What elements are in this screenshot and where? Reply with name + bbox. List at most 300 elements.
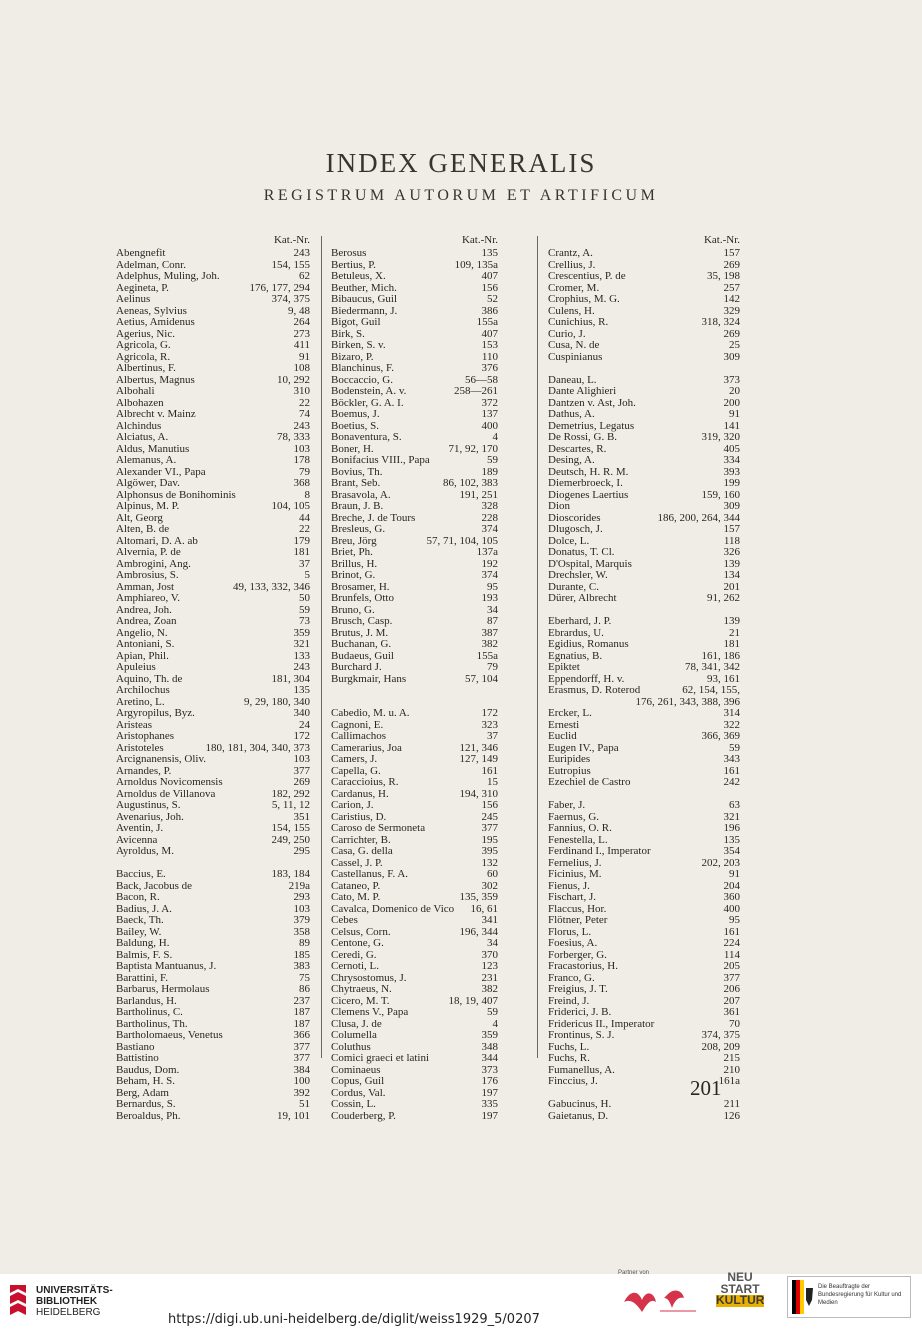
entry-catalog-numbers: 137 (481, 408, 498, 420)
index-entry (331, 593, 498, 605)
entry-catalog-numbers: 56—58 (465, 373, 498, 386)
entry-catalog-numbers: 155a (476, 316, 498, 328)
entry-name: Demetrius, Legatus (548, 419, 635, 432)
entry-catalog-numbers: 351 (293, 810, 310, 823)
entry-name: Bartholomaeus, Venetus (116, 1029, 223, 1041)
index-entry (548, 915, 740, 927)
entry-name: Alemanus, A. (116, 454, 177, 466)
entry-catalog-numbers: 154, 155 (271, 822, 310, 834)
neustart-kultur-logo[interactable] (716, 1272, 764, 1307)
entry-name: Biedermann, J. (331, 304, 398, 317)
index-entry (116, 1053, 310, 1065)
entry-catalog-numbers: 103 (293, 442, 310, 455)
entry-name: Bernardus, S. (116, 1098, 176, 1110)
entry-name: Ferdinand I., Imperator (548, 845, 651, 857)
entry-catalog-numbers: 24 (299, 718, 310, 731)
permalink-url[interactable]: https://digi.ub.uni-heidelberg.de/diglit/weiss1929_5/0207 (168, 1312, 540, 1327)
index-entry (548, 823, 740, 835)
entry-catalog-numbers: 361 (723, 1006, 740, 1018)
entry-catalog-numbers: 15 (487, 776, 498, 788)
index-entry (331, 409, 498, 421)
entry-name: Cernoti, L. (331, 960, 379, 972)
entry-name: Deutsch, H. R. M. (548, 465, 629, 478)
entry-catalog-numbers: 121, 346 (459, 741, 498, 754)
entry-name: Finccius, J. (548, 1075, 598, 1087)
page-title: INDEX GENERALIS (325, 148, 597, 178)
index-entry (116, 800, 310, 812)
index-entry (331, 248, 498, 260)
index-entry (548, 478, 740, 490)
entry-name: Aristeas (116, 718, 153, 731)
index-entry (116, 317, 310, 329)
entry-catalog-numbers: 62 (299, 270, 310, 282)
entry-name: Cusa, N. de (548, 339, 600, 351)
entry-name: Frontinus, S. J. (548, 1029, 615, 1041)
entry-catalog-numbers: 370 (481, 948, 498, 961)
entry-name: Cabedio, M. u. A. (331, 707, 410, 719)
entry-name: Fannius, O. R. (548, 822, 612, 834)
library-line-3: HEIDELBERG (36, 1307, 101, 1318)
index-entry (548, 271, 740, 283)
entry-name: Clemens V., Papa (331, 1006, 409, 1018)
entry-catalog-numbers: 34 (487, 937, 498, 949)
entry-catalog-numbers: 243 (293, 661, 310, 673)
entry-name: Andrea, Zoan (116, 615, 177, 627)
entry-catalog-numbers: 374 (481, 523, 498, 535)
entry-catalog-numbers: 180, 181, 304, 340, 373 (205, 741, 310, 754)
index-entry (331, 432, 498, 444)
entry-catalog-numbers: 374, 375 (271, 293, 310, 305)
entry-catalog-numbers: 95 (729, 914, 740, 926)
entry-catalog-numbers: 407 (481, 270, 498, 282)
entry-name: Betuleus, X. (331, 270, 386, 282)
entry-catalog-numbers: 73 (299, 615, 310, 627)
index-entry (116, 1111, 310, 1123)
entry-catalog-numbers: 182, 292 (271, 787, 310, 800)
entry-name: Fracastorius, H. (548, 960, 618, 972)
entry-name: Avicenna (116, 833, 158, 846)
index-entry (116, 294, 310, 306)
entry-catalog-numbers: 228 (481, 511, 498, 524)
entry-catalog-numbers: 199 (723, 477, 740, 489)
entry-catalog-numbers: 178 (293, 454, 310, 466)
entry-catalog-numbers: 78, 333 (277, 431, 310, 443)
index-entry (116, 248, 310, 260)
entry-catalog-numbers: 258—261 (454, 385, 498, 397)
entry-name: Aeneas, Sylvius (116, 304, 187, 317)
entry-name: Carrichter, B. (331, 833, 391, 846)
entry-catalog-numbers: 366 (293, 1029, 310, 1041)
entry-catalog-numbers: 19, 101 (277, 1109, 310, 1122)
index-entry (548, 708, 740, 720)
column-divider (321, 236, 322, 1058)
bkm-logo[interactable] (787, 1276, 911, 1318)
entry-name: Fernelius, J. (548, 856, 602, 869)
index-entry (331, 570, 498, 582)
entry-name: Cromer, M. (548, 281, 600, 294)
entry-name: Andrea, Joh. (116, 603, 172, 616)
entry-name: Aventin, J. (116, 822, 164, 834)
entry-catalog-numbers: 208, 209 (701, 1040, 740, 1053)
index-entry (331, 1030, 498, 1042)
entry-name: Fumanellus, A. (548, 1063, 615, 1076)
entry-name: Fischart, J. (548, 891, 596, 903)
entry-catalog-numbers: 384 (293, 1063, 310, 1076)
entry-catalog-numbers: 392 (293, 1086, 310, 1099)
entry-name: Cominaeus (331, 1063, 381, 1076)
entry-name: Camers, J. (331, 753, 378, 765)
entry-name: Cataneo, P. (331, 879, 381, 892)
entry-name: Budaeus, Guil (331, 649, 394, 662)
entry-catalog-numbers: 123 (481, 960, 498, 972)
entry-catalog-numbers: 373 (723, 373, 740, 386)
entry-catalog-numbers: 376 (481, 362, 498, 374)
entry-name: Dolce, L. (548, 534, 590, 547)
entry-name: Argyropilus, Byz. (116, 707, 195, 719)
entry-name: Dion (548, 500, 570, 512)
index-entry (116, 547, 310, 559)
entry-catalog-numbers: 161, 186 (701, 649, 740, 662)
entry-name: Donatus, T. Cl. (548, 546, 615, 558)
index-entry (548, 777, 740, 789)
entry-catalog-numbers: 243 (293, 247, 310, 259)
entry-name: Agricola, R. (116, 350, 171, 363)
index-entry (548, 352, 740, 364)
entry-name: Daneau, L. (548, 373, 597, 386)
entry-name: Brosamer, H. (331, 580, 390, 593)
entry-catalog-numbers: 395 (481, 845, 498, 857)
entry-catalog-numbers: 126 (723, 1109, 740, 1122)
entry-catalog-numbers: 141 (723, 419, 740, 432)
deutsche-digitale-bibliothek-logo-icon[interactable] (620, 1284, 700, 1316)
entry-name: Braun, J. B. (331, 500, 384, 512)
entry-catalog-numbers: 51 (299, 1098, 310, 1110)
index-entry (116, 915, 310, 927)
index-entry (331, 662, 498, 674)
index-entry (331, 674, 498, 686)
entry-catalog-numbers: 59 (299, 603, 310, 616)
entry-catalog-numbers: 159, 160 (701, 488, 740, 501)
entry-name: Bertius, P. (331, 258, 376, 271)
entry-name: Egidius, Romanus (548, 638, 629, 650)
entry-name: Eutropius (548, 764, 591, 777)
entry-catalog-numbers: 154, 155 (271, 258, 310, 271)
entry-name: Durante, C. (548, 580, 600, 593)
entry-catalog-numbers: 134 (723, 569, 740, 581)
entry-catalog-numbers: 135 (481, 247, 498, 259)
entry-catalog-numbers: 243 (293, 419, 310, 432)
index-entry (116, 570, 310, 582)
entry-catalog-numbers: 161 (723, 764, 740, 777)
entry-name: Arcignanensis, Oliv. (116, 753, 207, 765)
entry-name: Fuchs, L. (548, 1040, 590, 1053)
entry-name: Ernesti (548, 718, 580, 731)
index-entry (548, 938, 740, 950)
entry-catalog-numbers: 231 (481, 971, 498, 984)
entry-name: Erasmus, D. Roterod (548, 684, 641, 696)
entry-name: Augustinus, S. (116, 799, 181, 811)
entry-catalog-numbers: 348 (481, 1040, 498, 1053)
entry-catalog-numbers: 206 (723, 983, 740, 995)
entry-name: Aquino, Th. de (116, 672, 183, 685)
entry-name: Baptista Mantuanus, J. (116, 960, 217, 972)
group-gap (548, 363, 740, 375)
entry-name: Algöwer, Dav. (116, 477, 180, 489)
index-entry (331, 1076, 498, 1088)
index-entry (116, 731, 310, 743)
entry-catalog-numbers: 22 (299, 396, 310, 409)
index-entry (116, 1030, 310, 1042)
entry-catalog-numbers: 74 (299, 408, 310, 420)
index-entry (548, 248, 740, 260)
entry-name: Boemus, J. (331, 408, 380, 420)
entry-catalog-numbers: 328 (481, 500, 498, 512)
entry-catalog-numbers: 321 (723, 810, 740, 823)
entry-name: Bartholinus, Th. (116, 1017, 188, 1030)
index-entry (116, 386, 310, 398)
entry-catalog-numbers: 340 (293, 707, 310, 719)
entry-catalog-numbers: 181 (293, 546, 310, 558)
entry-name: Bigot, Guil (331, 316, 381, 328)
entry-catalog-numbers: 193 (481, 592, 498, 604)
entry-name: Archilochus (116, 684, 170, 696)
entry-name: Ficinius, M. (548, 868, 602, 880)
entry-name: Adelman, Conr. (116, 258, 186, 271)
index-entry (116, 662, 310, 674)
index-entry (116, 478, 310, 490)
entry-name: Boetius, S. (331, 419, 379, 432)
index-entry (116, 892, 310, 904)
entry-catalog-numbers: 16, 61 (470, 902, 498, 915)
entry-name: Crophius, M. G. (548, 293, 620, 305)
entry-name: Forberger, G. (548, 948, 607, 961)
entry-catalog-numbers: 172 (481, 707, 498, 719)
entry-catalog-numbers: 374, 375 (701, 1029, 740, 1041)
entry-name: Briet, Ph. (331, 546, 373, 558)
entry-name: Alciatus, A. (116, 431, 169, 443)
page-number: 201 (690, 1076, 722, 1100)
entry-catalog-numbers: 359 (293, 626, 310, 639)
entry-name: Dathus, A. (548, 408, 595, 420)
entry-name: Cordus, Val. (331, 1086, 386, 1099)
entry-name: Cunichius, R. (548, 316, 609, 328)
entry-catalog-numbers: 8 (304, 488, 310, 501)
entry-name: Euripides (548, 753, 591, 765)
entry-name: Ezechiel de Castro (548, 776, 631, 788)
index-entry (331, 731, 498, 743)
entry-name: Brillus, H. (331, 557, 378, 570)
entry-catalog-numbers: 25 (729, 339, 740, 351)
entry-catalog-numbers: 91 (729, 868, 740, 880)
entry-catalog-numbers: 50 (299, 592, 310, 604)
index-entry (116, 455, 310, 467)
index-entry (116, 869, 310, 881)
entry-name: Albertus, Magnus (116, 373, 195, 386)
index-entry (331, 800, 498, 812)
entry-catalog-numbers: 219a (288, 879, 310, 892)
entry-name: Crescentius, P. de (548, 270, 626, 282)
entry-catalog-numbers: 314 (723, 707, 740, 719)
entry-name: Dante Alighieri (548, 385, 617, 397)
entry-catalog-numbers: 382 (481, 638, 498, 650)
entry-catalog-numbers: 18, 19, 407 (448, 994, 498, 1007)
entry-catalog-numbers: 34 (487, 603, 498, 616)
entry-catalog-numbers: 142 (723, 293, 740, 305)
entry-name: Birken, S. v. (331, 339, 386, 351)
entry-name: De Rossi, G. B. (548, 431, 618, 443)
entry-name: Brant, Seb. (331, 477, 381, 489)
index-entry (331, 846, 498, 858)
index-entry (548, 961, 740, 973)
index-entry (331, 271, 498, 283)
entry-name: Freind, J. (548, 994, 590, 1007)
entry-name: Fuchs, R. (548, 1052, 590, 1064)
entry-name: Baeck, Th. (116, 914, 164, 926)
index-entry (548, 340, 740, 352)
entry-name: Bastiano (116, 1040, 155, 1053)
entry-catalog-numbers: 204 (723, 879, 740, 892)
entry-catalog-numbers: 179 (293, 534, 310, 547)
index-entry (116, 961, 310, 973)
entry-name: Euclid (548, 730, 577, 742)
entry-name: Barbarus, Hermolaus (116, 983, 210, 995)
entry-catalog-numbers: 132 (481, 856, 498, 869)
entry-name: Baldung, H. (116, 937, 170, 949)
entry-catalog-numbers: 70 (729, 1017, 740, 1030)
entry-catalog-numbers: 210 (723, 1063, 740, 1076)
index-entry (331, 938, 498, 950)
entry-catalog-numbers: 139 (723, 615, 740, 627)
entry-catalog-numbers: 156 (481, 281, 498, 294)
entry-catalog-numbers: 322 (723, 718, 740, 731)
entry-name: Couderberg, P. (331, 1109, 396, 1122)
index-entry (116, 363, 310, 375)
entry-name: Desing, A. (548, 454, 595, 466)
entry-catalog-numbers: 189 (481, 465, 498, 478)
entry-name: Arnoldus de Villanova (116, 787, 216, 800)
entry-name: Antoniani, S. (116, 638, 175, 650)
index-entry (331, 1053, 498, 1065)
entry-catalog-numbers: 400 (481, 419, 498, 432)
entry-name: Carion, J. (331, 799, 374, 811)
index-entry (331, 294, 498, 306)
entry-catalog-numbers: 37 (487, 730, 498, 742)
entry-name: Gabucinus, H. (548, 1098, 612, 1110)
entry-catalog-numbers: 205 (723, 960, 740, 972)
entry-catalog-numbers: 197 (481, 1109, 498, 1122)
index-entry (116, 501, 310, 513)
university-library-name[interactable] (36, 1285, 113, 1318)
entry-catalog-numbers: 374 (481, 569, 498, 581)
entry-catalog-numbers: 109, 135a (454, 258, 498, 271)
entry-catalog-numbers: 215 (723, 1052, 740, 1064)
neustart-line-1: NEU (727, 1270, 753, 1284)
entry-name: Ercker, L. (548, 707, 592, 719)
entry-name: Copus, Guil (331, 1075, 385, 1087)
entry-catalog-numbers: 181, 304 (271, 672, 310, 685)
entry-catalog-numbers: 59 (487, 1006, 498, 1018)
entry-catalog-numbers: 91 (729, 408, 740, 420)
entry-name: Albohali (116, 385, 155, 397)
entry-name: Eppendorff, H. v. (548, 672, 625, 685)
entry-catalog-numbers: 161 (481, 764, 498, 777)
entry-catalog-numbers: 377 (293, 1040, 310, 1053)
entry-name: Battistino (116, 1052, 159, 1064)
entry-name: Casa, G. della (331, 845, 393, 857)
index-entry (116, 1076, 310, 1088)
entry-catalog-numbers: 71, 92, 170 (448, 442, 498, 455)
index-entry (548, 662, 740, 674)
entry-name: Brutus, J. M. (331, 626, 389, 639)
entry-catalog-numbers: 224 (723, 937, 740, 949)
entry-name: Columella (331, 1029, 377, 1041)
entry-catalog-numbers: 137a (476, 546, 498, 558)
entry-name: Bacon, R. (116, 891, 160, 903)
entry-name: Ebrardus, U. (548, 626, 604, 639)
entry-name: Bizaro, P. (331, 350, 374, 363)
index-entry (331, 317, 498, 329)
index-entry (116, 340, 310, 352)
group-gap (331, 685, 498, 697)
entry-name: Breu, Jörg (331, 534, 377, 547)
index-entry (116, 846, 310, 858)
index-entry (548, 501, 740, 513)
index-entry (548, 386, 740, 398)
partner-label: Partner von (618, 1270, 650, 1276)
entry-catalog-numbers: 57, 71, 104, 105 (426, 534, 498, 547)
entry-catalog-numbers: 201 (723, 580, 740, 593)
entry-name: Celsus, Corn. (331, 925, 391, 938)
entry-name: D'Ospital, Marquis (548, 557, 632, 570)
index-entry (331, 547, 498, 559)
entry-name: Castellanus, F. A. (331, 868, 409, 880)
entry-catalog-numbers: 172 (293, 730, 310, 742)
entry-catalog-numbers: 335 (481, 1098, 498, 1110)
entry-catalog-numbers: 110 (481, 350, 498, 363)
entry-name: Bruno, G. (331, 603, 375, 616)
entry-name: Beuther, Mich. (331, 281, 397, 294)
entry-catalog-numbers: 127, 149 (459, 753, 498, 765)
entry-name: Cagnoni, E. (331, 718, 384, 731)
entry-catalog-numbers: 407 (481, 327, 498, 340)
entry-catalog-numbers: 400 (723, 902, 740, 915)
index-entry (331, 1111, 498, 1123)
entry-catalog-numbers: 329 (723, 304, 740, 317)
entry-catalog-numbers: 133 (293, 649, 310, 662)
entry-catalog-numbers: 4 (492, 431, 498, 443)
entry-name: Culens, H. (548, 304, 595, 317)
entry-catalog-numbers: 334 (723, 454, 740, 466)
entry-catalog-numbers: 62, 154, 155, (682, 684, 740, 696)
entry-catalog-numbers: 60 (487, 868, 498, 880)
index-entry (116, 409, 310, 421)
entry-catalog-numbers: 22 (299, 523, 310, 535)
entry-catalog-numbers: 269 (723, 258, 740, 271)
entry-name: Alchindus (116, 419, 162, 432)
entry-catalog-numbers: 9, 48 (288, 304, 310, 317)
index-entry (548, 1053, 740, 1065)
entry-name: Angelio, N. (116, 626, 168, 639)
entry-catalog-numbers: 383 (293, 960, 310, 972)
entry-catalog-numbers: 104, 105 (271, 500, 310, 512)
entry-catalog-numbers: 360 (723, 891, 740, 903)
entry-catalog-numbers: 49, 133, 332, 346 (233, 580, 310, 593)
entry-name: Cicero, M. T. (331, 994, 390, 1007)
entry-catalog-numbers: 79 (299, 465, 310, 478)
entry-name: Crantz, A. (548, 247, 593, 259)
entry-name: Faernus, G. (548, 810, 600, 823)
entry-name: Florus, L. (548, 925, 592, 938)
